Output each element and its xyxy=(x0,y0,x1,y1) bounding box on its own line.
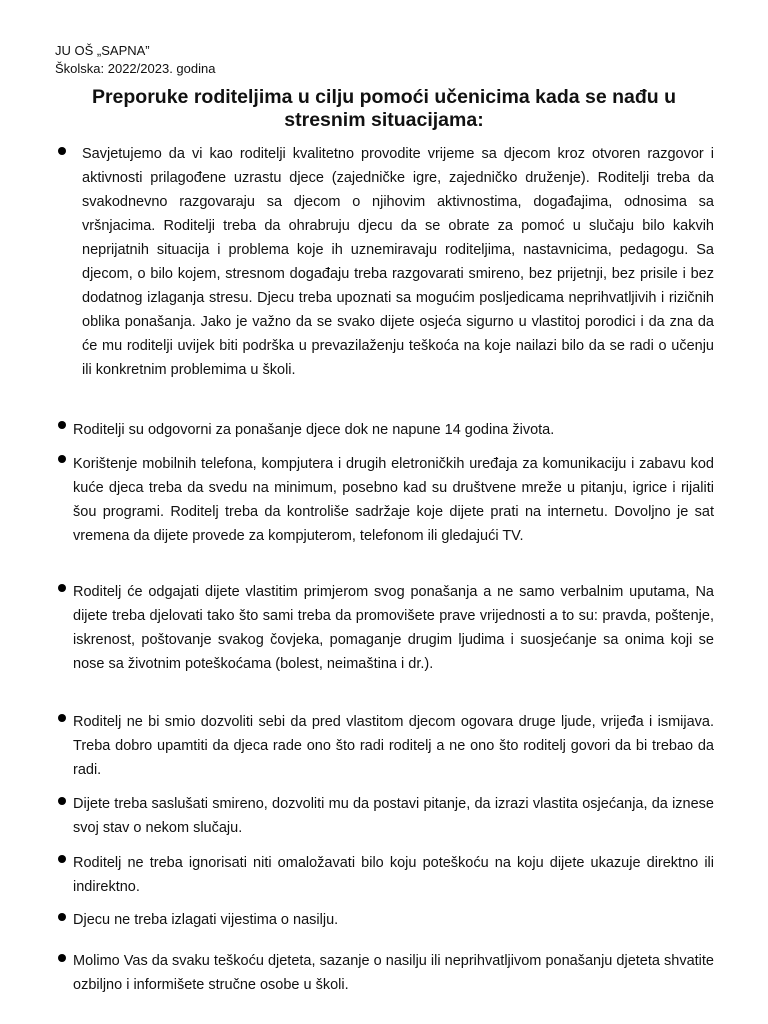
bullet-icon xyxy=(58,954,66,962)
bullet-icon xyxy=(58,913,66,921)
list-item: Roditelj ne treba ignorisati niti omaložavati bilo koju poteškoću na koju dijete ukazuje direktno ili indirektno. xyxy=(73,855,714,895)
list-item: Roditelji su odgovorni za ponašanje djece dok ne napune 14 godina života. xyxy=(73,422,555,438)
document-title: Preporuke roditeljima u cilju pomoći učenicima kada se nađu u stresnim situacijama: xyxy=(91,86,677,131)
bullet-icon xyxy=(58,421,66,429)
list-item: Roditelj ne bi smio dozvoliti sebi da pred vlastitom djecom ogovara druge ljude, vrijeđa i ismijava. Treba dobro upamtiti da djeca rade ono što radi roditelj a ne ono što roditelj govori da bi trebao da radi. xyxy=(73,714,714,778)
document-header xyxy=(55,42,215,78)
list-item: Roditelj će odgajati dijete vlastitim primjerom svog ponašanja a ne samo verbalnim uputama, Na dijete treba djelovati tako što sami treba da promovišete prave vrijednosti a to su: pravda, poštenje, iskrenost, poštovanje svakog čovjeka, pomaganje drugim ljudima i suosjećanje sa onima koji se nose sa životnim poteškoćama (bolest, neimaština i dr.). xyxy=(73,584,714,672)
bullet-icon xyxy=(58,797,66,805)
list-item: Dijete treba saslušati smireno, dozvoliti mu da postavi pitanje, da izrazi vlastita osjećanja, da iznese svoj stav o nekom slučaju. xyxy=(73,796,714,836)
bullet-icon xyxy=(58,455,66,463)
school-name: JU OŠ „SAPNA” xyxy=(55,43,150,58)
bullet-icon xyxy=(58,147,66,155)
list-item: Korištenje mobilnih telefona, kompjutera i drugih eletroničkih uređaja za komunikaciju i zabavu kod kuće djeca treba da svedu na minimum, posebno kad su društvene mreže u pitanju, igrice i rijaliti šou programi. Roditelj treba da kontroliše sadržaje koje dijete prati na internetu. Dovoljno je sat vremena da dijete provede za kompjuterom, telefonom ili gledajući TV. xyxy=(73,456,714,544)
bullet-icon xyxy=(58,855,66,863)
bullet-icon xyxy=(58,584,66,592)
bullet-icon xyxy=(58,714,66,722)
list-item: Djecu ne treba izlagati vijestima o nasilju. xyxy=(73,912,339,928)
school-year: Školska: 2022/2023. godina xyxy=(55,61,216,76)
list-item: Savjetujemo da vi kao roditelji kvalitetno provodite vrijeme sa djecom kroz otvoren razgovor i aktivnosti prilagođene uzrastu djece (zajedničke igre, zajedničko druženje). Roditelji treba da svakodnevno razgovaraju sa djecom o njihovim aktivnostima, događajima, odnosima sa vršnjacima. Roditelji treba da ohrabruju djecu da se obrate za pomoć u slučaju bilo kakvih neprijatnih situacija i problema koje ih uznemiravaju roditeljima, nastavnicima, pedagogu. Sa djecom, o bilo kojem, stresnom događaju treba razgovarati smireno, bez prijetnji, bez prisile i bez dodatnog izlaganja stresu. Djecu treba upoznati sa mogućim posljedicama neprihvatljivih i rizičnih oblika ponašanja. Jako je važno da se svako dijete osjeća sigurno u vlastitoj porodici i da zna da će mu roditelji uvijek biti podrška u prevazilaženju teškoća na koje nailazi bilo da se radi o učenju ili konkretnim problemima u školi. xyxy=(82,146,714,378)
list-item: Molimo Vas da svaku teškoću djeteta, sazanje o nasilju ili neprihvatljivom ponašanju djeteta shvatite ozbiljno i informišete stručne osobe u školi. xyxy=(73,953,714,993)
